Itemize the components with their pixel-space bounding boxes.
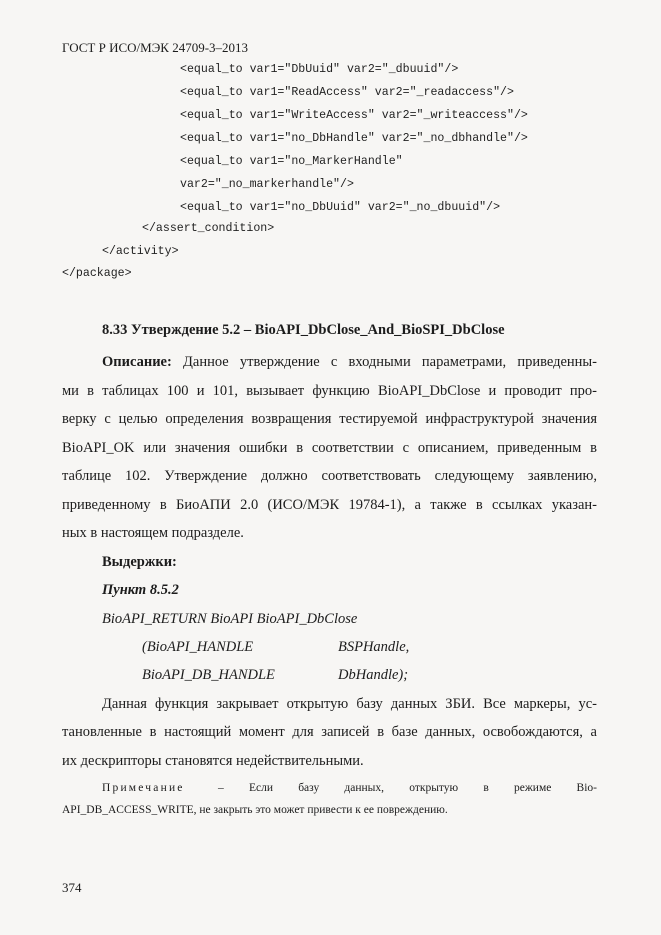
clause-label: Пункт 8.5.2: [102, 582, 179, 598]
code-line: <equal_to var1="no_DbUuid" var2="_no_dbuuid"/>: [180, 201, 501, 214]
code-line: <equal_to var1="DbUuid" var2="_dbuuid"/>: [180, 63, 459, 76]
code-line: <equal_to var1="no_DbHandle" var2="_no_dbhandle"/>: [180, 132, 528, 145]
body-line: их дескрипторы становятся недействительными.: [62, 753, 364, 769]
document-header: ГОСТ Р ИСО/МЭК 24709-3–2013: [62, 40, 249, 55]
description-line: ми в таблицах 100 и 101, вызывает функцию BioAPI_DbClose и проводит про-: [62, 383, 597, 399]
code-line: var2="_no_markerhandle"/>: [180, 178, 354, 191]
code-line: <equal_to var1="ReadAccess" var2="_readaccess"/>: [180, 86, 514, 99]
code-line: </activity>: [102, 245, 179, 258]
description-label: Описание:: [102, 354, 172, 370]
section-heading: 8.33 Утверждение 5.2 – BioAPI_DbClose_And_BioSPI_DbClose: [102, 322, 505, 338]
param-name: DbHandle);: [338, 667, 409, 683]
param-type: (BioAPI_HANDLE: [142, 639, 254, 655]
excerpts-label: Выдержки:: [102, 554, 177, 570]
code-line: </package>: [62, 267, 132, 280]
body-line: тановленные в настоящий момент для записей в базе данных, освобождаются, а: [62, 724, 597, 740]
note-continuation: API_DB_ACCESS_WRITE, не закрыть это может привести к ее повреждению.: [62, 804, 448, 816]
description-line: таблице 102. Утверждение должно соответствовать следующему заявлению,: [62, 468, 597, 484]
description-text: Данное утверждение с входными параметрами, приведенны-: [183, 354, 598, 370]
param-name: BSPHandle,: [338, 639, 410, 655]
param-type: BioAPI_DB_HANDLE: [142, 667, 275, 683]
code-line: <equal_to var1="no_MarkerHandle": [180, 155, 403, 168]
signature-line: BioAPI_RETURN BioAPI BioAPI_DbClose: [102, 611, 358, 627]
body-line: Данная функция закрывает открытую базу данных ЗБИ. Все маркеры, ус-: [102, 696, 597, 712]
description-line: ных в настоящем подразделе.: [62, 525, 244, 541]
code-line: <equal_to var1="WriteAccess" var2="_writeaccess"/>: [180, 109, 528, 122]
description-line: верку с целью определения возвращения тестируемой инфраструктурой значения: [62, 411, 597, 427]
description-line: приведенному в БиоАПИ 2.0 (ИСО/МЭК 19784-1), а также в ссылках указан-: [62, 497, 597, 513]
description-line: BioAPI_OK или значения ошибки в соответствии с описанием, приведенным в: [62, 440, 597, 456]
note-label: Примечание: [102, 782, 185, 794]
code-line: </assert_condition>: [142, 222, 275, 235]
description-first-line: [102, 354, 597, 371]
note-text: – Если базу данных, открытую в режиме Bio-: [218, 782, 597, 794]
page-number: 374: [62, 880, 82, 895]
